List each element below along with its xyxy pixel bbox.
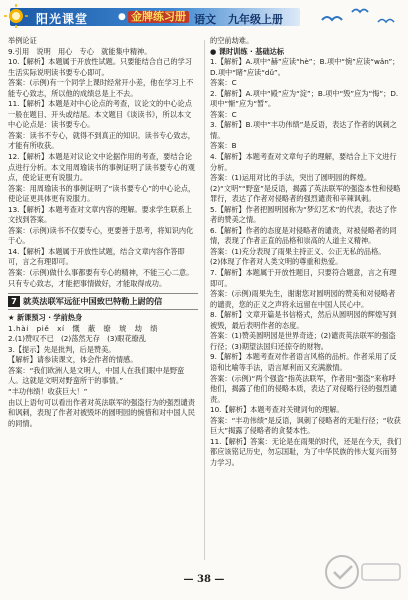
right-answer-paragraph: 4.【解析】本题考查对文章句子的理解，要结合上下文进行分析。 <box>210 152 397 172</box>
birds-decoration-icon <box>312 2 404 32</box>
right-answer-paragraph: 9.【解析】本题考查对作者语言风格的品析。作者采用了反语和比喻等手法，语言犀利而又充满激情。 <box>210 352 397 372</box>
left-answer-paragraph: 11.【解析】本题是对中心论点的考查，议论文的中心论点一般在题目、开头或结尾。本文题目《谈读书》，所以本文中心论点是：读书要专心。 <box>8 99 192 130</box>
left-answer-paragraph: 举例论证 <box>8 36 37 45</box>
series-title: 阳光课堂 <box>36 12 89 26</box>
header-banner <box>10 8 300 26</box>
right-answer-paragraph: (2)“文明”“野蛮”是反语，揭露了英法联军的强盗本性和侵略罪行，表达了作者对侵略者的强烈谴责和辛辣讽刺。 <box>210 183 401 204</box>
lesson-answers <box>8 324 198 429</box>
right-answer-paragraph: 6.【解析】作者的态度是对侵略者的谴责，对被侵略者的同情，表现了作者正直的品格和崇高的人道主义精神。 <box>210 225 397 246</box>
right-answer-paragraph: 8.【解析】文章开篇是书信格式，然后从圆明园的辉煌写到被毁，最后表明作者的态度。 <box>210 310 397 330</box>
right-answer-paragraph: 1.【解析】A.项中“赫”应读“hè”；B.项中“惋”应读“wǎn”；D.项中“睹”应读“dǔ”。 <box>210 57 400 77</box>
right-answer-paragraph: 2.【解析】A.项中“殿”应为“淀”；B.项中“毁”应为“悔”；D.项中“惭”应为“暂”。 <box>210 88 399 109</box>
right-answer-paragraph: ● 课时训练 · 基础达标 <box>210 46 285 56</box>
lesson-section-heading: ★ 新课预习 · 学前热身 <box>8 313 83 323</box>
left-answer-paragraph: 答案：(示例)读书不仅要专心，更要善于思考，将知识内化于心。 <box>8 225 194 246</box>
lesson-answer-paragraph: “丰功伟绩！收获巨大！” <box>8 386 88 396</box>
left-answers <box>8 36 198 289</box>
left-answer-paragraph: 答案：(示例)有一个同学上课时经常开小差，他在学习上不能专心致志，所以他的成绩总是上不去。 <box>8 78 194 98</box>
left-answer-paragraph: 答案：读书不专心，就得不到真正的知识。读书专心致志，才能有所收获。 <box>8 130 195 151</box>
watermark-logo <box>322 552 404 592</box>
lesson-answer-paragraph: 3.【提示】先是批判，后是赞美。 <box>8 344 116 354</box>
left-answer-paragraph: 13.【解析】本题考查对文章内容的理解。要求学生联系上文找到答案。 <box>8 204 192 225</box>
right-answer-paragraph: 的空前劫难。 <box>210 36 254 45</box>
right-answer-paragraph: 答案：C <box>210 109 237 119</box>
series-subtitle: 金牌练习册 <box>128 11 189 23</box>
lesson-number: 7 <box>8 296 20 307</box>
right-answer-paragraph: 答案：B <box>210 141 237 151</box>
right-answer-paragraph: 11.【解析】答案：无论是在雨果的时代，还是在今天，我们都应该铭记历史，勿忘国耻，为了中华民族的伟大复兴而努力学习。 <box>210 436 402 467</box>
left-answer-paragraph: 12.【解析】本题是对议论文中论据作用的考查，要结合论点进行分析。本文用周瑜读书的事例证明了读书要专心的观点，使论证更有说服力。 <box>8 152 195 183</box>
right-answer-paragraph: 5.【解析】作者把圆明园称为“梦幻艺术”的代表，表达了作者的赞美之情。 <box>210 204 397 225</box>
lesson-answer-paragraph: 【解析】请参读课文，体会作者的情感。 <box>8 355 138 365</box>
right-answer-paragraph: 3.【解析】B.项中“丰功伟绩”是反语，表达了作者的讽刺之情。 <box>210 120 397 140</box>
lesson-answer-paragraph: 由以上语句可以看出作者对英法联军的强盗行为的强烈谴责和讽刺，表现了作者对被毁坏的圆明园的惋惜和对中国人民的同情。 <box>8 397 195 428</box>
left-answer-paragraph: 10.【解析】本题属于开放性试题。只要能结合自己的学习生活实际说明读书要专心即可。 <box>8 57 192 77</box>
right-answer-paragraph: 答案：“丰功伟绩”是反语，讽刺了侵略者的无耻行径；“收获巨大”揭露了侵略者的贪婪本性。 <box>210 415 401 436</box>
left-answer-paragraph: 答案：用周瑜读书的事例证明了“读书要专心”的中心论点，使论证更具体更有说服力。 <box>8 183 196 204</box>
page-header <box>0 0 408 34</box>
right-answer-paragraph: 答案：(1)运用对比的手法，突出了圆明园的辉煌。 <box>210 173 372 183</box>
left-answer-paragraph: 答案：(示例)做什么事都要有专心的精神，不能三心二意。只有专心致志，才能把事情做好，才能取得成功。 <box>8 268 194 288</box>
left-answer-paragraph: 9.引用 说明 用心 专心 就能集中精神。 <box>8 46 152 56</box>
right-answer-paragraph: 10.【解析】本题考查对关键词句的理解。 <box>210 405 344 415</box>
right-answer-paragraph: 答案：(示例)“两个强盗”指英法联军，作者用“强盗”来称呼他们，揭露了他们的侵略本质，表达了对侵略行径的强烈谴责。 <box>210 373 397 404</box>
subject-label: 语文 <box>194 13 216 26</box>
sun-logo-icon <box>4 4 28 28</box>
grade-label: 九年级上册 <box>228 13 283 26</box>
lesson-answer-paragraph: 1.hài piě xí 慨 蔽 缭 琥 劫 绩 <box>8 323 159 333</box>
left-column <box>8 36 198 564</box>
left-answer-paragraph: 14.【解析】本题属于开放性试题，结合文章内容作答即可，言之有理即可。 <box>8 246 185 267</box>
lesson-header <box>8 293 198 310</box>
right-answer-paragraph: 答案：(1)赞美圆明园是世界奇迹；(2)谴责英法联军的强盗行径；(3)期望法国归还掠夺的财物。 <box>210 331 396 351</box>
lesson-answer-paragraph: 2.(1)赞叹不已 (2)荡然无存 (3)眼花缭乱 <box>8 334 147 344</box>
lesson-title: 就英法联军远征中国致巴特勒上尉的信 <box>23 296 163 307</box>
right-answer-paragraph: 答案：(示例)雨果先生，谢谢您对圆明园的赞美和对侵略者的谴责，您的正义之声将永远留在中国人民心中。 <box>210 289 396 309</box>
column-divider <box>204 40 205 560</box>
right-answer-paragraph: 答案：(1)充分表现了雨果主持正义、公正无私的品格。 <box>210 246 386 256</box>
right-answer-paragraph: 答案：C <box>210 78 237 88</box>
right-answer-paragraph: (2)体现了作者对人类文明的尊重和热爱。 <box>210 257 343 267</box>
lesson-answer-paragraph: 答案：“我们欧洲人是文明人，中国人在我们眼中是野蛮人。这就是文明对野蛮所干的事情。” <box>8 365 185 386</box>
separator-dot: ● <box>118 12 126 22</box>
right-column <box>210 36 402 564</box>
right-answers <box>210 36 402 468</box>
page-number: — 38 — <box>183 574 225 585</box>
right-answer-paragraph: 7.【解析】本题属于开放性题目，只要符合题意，言之有理即可。 <box>210 268 397 288</box>
